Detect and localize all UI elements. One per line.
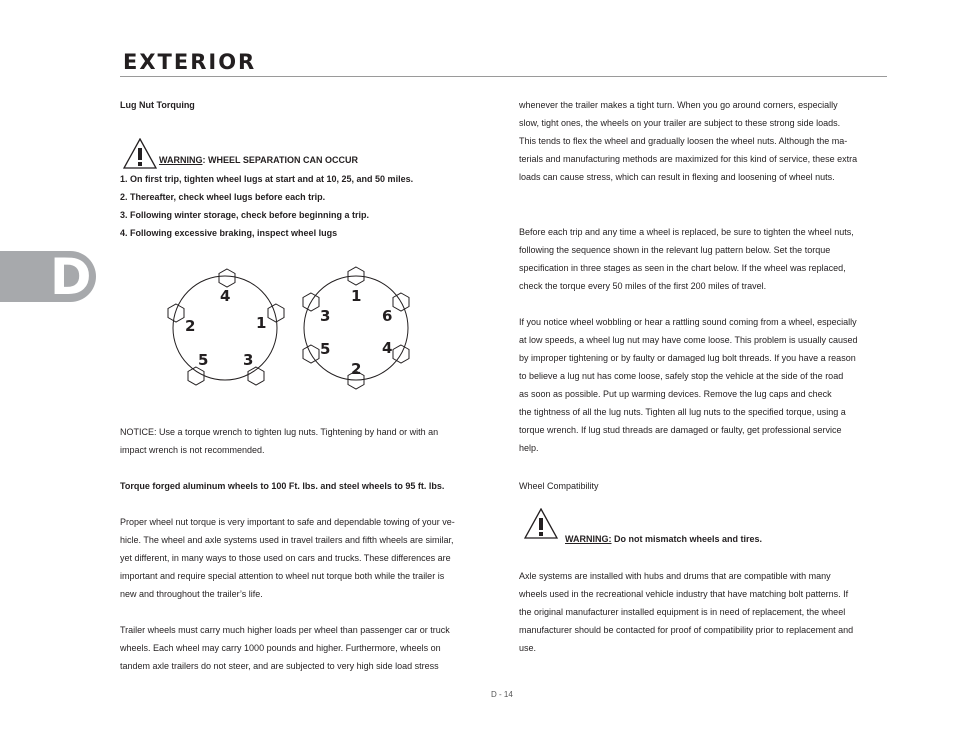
list-item: 3. Following winter storage, check before beginning a trip. [120,210,370,220]
paragraph-line: wheels used in the recreational vehicle industry that have matching bolt patterns. If [519,589,849,599]
paragraph-line: Proper wheel nut torque is very important to safe and dependable towing of your ve- [120,517,455,527]
paragraph-line: hicle. The wheel and axle systems used in travel trailers and fifth wheels are similar, [120,535,454,545]
section-tab-letter: D [50,248,92,306]
lug-number: 1 [351,287,362,305]
paragraph-line: Trailer wheels must carry much higher loads per wheel than passenger car or truck [120,625,450,635]
page-number: D - 14 [491,690,513,699]
list-item: 2. Thereafter, check wheel lugs before each trip. [120,192,326,202]
warning-label: WARNING: [565,534,612,544]
warning-icon [524,508,558,539]
paragraph-line: specification in three stages as seen in the chart below. If the wheel was replaced, [519,263,846,273]
paragraph-line: the tightness of all the lug nuts. Tighten all lug nuts to the specified torque, using a [519,407,846,417]
lug-hex [188,367,204,385]
paragraph-line: as soon as possible. Put up warming devices. Remove the lug caps and check [519,389,832,399]
paragraph-line: Axle systems are installed with hubs and drums that are compatible with many [519,571,831,581]
lug-number: 5 [198,351,209,369]
paragraph-line: manufacturer should be contacted for proof of compatibility prior to replacement and [519,625,854,635]
warning-text: : WHEEL SEPARATION CAN OCCUR [202,155,359,165]
paragraph-line: This tends to flex the wheel and gradually loosen the wheel nuts. Although the ma- [519,136,848,146]
lug-number: 1 [256,314,267,332]
notice-line: impact wrench is not recommended. [120,445,265,455]
lug-number: 2 [351,360,362,378]
paragraph-line: yet different, in many ways to those used on cars and trucks. These differences are [120,553,451,563]
lug-number: 4 [382,339,393,357]
warning-label: WARNING [159,155,203,165]
compat-heading: Wheel Compatibility [519,481,599,491]
list-item: 4. Following excessive braking, inspect wheel lugs [120,228,338,238]
paragraph-line: slow, tight ones, the wheels on your trailer are subject to these strong side loads. [519,118,841,128]
warning-icon [123,138,157,169]
warning-line-2 [565,530,762,548]
lug-hex [168,304,184,322]
paragraph-line: to believe a lug nut has come loose, safely stop the vehicle at the side of the road [519,371,844,381]
torque-spec: Torque forged aluminum wheels to 100 Ft. lbs. and steel wheels to 95 ft. lbs. [120,481,445,491]
paragraph-line: use. [519,643,537,653]
lug-number: 2 [185,317,196,335]
paragraph-line: important and require special attention to wheel nut torque both while the trailer is [120,571,445,581]
paragraph-line: check the torque every 50 miles of the first 200 miles of travel. [519,281,767,291]
lug-number: 4 [220,287,231,305]
paragraph-line: terials and manufacturing methods are maximized for this kind of service, these extra [519,154,858,164]
paragraph-line: wheels. Each wheel may carry 1000 pounds and higher. Furthermore, wheels on [120,643,441,653]
lug-pattern-diagram [150,262,420,392]
paragraph-line: whenever the trailer makes a tight turn. When you go around corners, especially [519,100,838,110]
notice-line: NOTICE: Use a torque wrench to tighten lug nuts. Tightening by hand or with an [120,427,439,437]
paragraph-line: the original manufacturer installed equipment is in need of replacement, the wheel [519,607,846,617]
lug-hex [219,269,235,287]
paragraph-line: tandem axle trailers do not steer, and are subjected to very high side load stress [120,661,439,671]
list-item: 1. On first trip, tighten wheel lugs at start and at 10, 25, and 50 miles. [120,174,414,184]
lug-number: 3 [243,351,254,369]
paragraph-line: new and throughout the trailer’s life. [120,589,263,599]
header-rule [120,76,887,77]
page-title: EXTERIOR [123,50,257,74]
lug-number: 3 [320,307,331,325]
paragraph-line: loads can cause stress, which can result in flexing and loosening of wheel nuts. [519,172,835,182]
paragraph-line: at low speeds, a wheel lug nut may have come loose. This problem is usually caused [519,335,858,345]
lug-number: 6 [382,307,393,325]
paragraph-line: torque wrench. If lug stud threads are damaged or faulty, get professional service [519,425,842,435]
paragraph-line: by improper tightening or by faulty or damaged lug bolt threads. If you have a reason [519,353,856,363]
warning-text: Do not mismatch wheels and tires. [611,534,763,544]
lug-number: 5 [320,340,331,358]
paragraph-line: If you notice wheel wobbling or hear a rattling sound coming from a wheel, especially [519,317,857,327]
lug-nut-heading: Lug Nut Torquing [120,100,195,110]
paragraph-line: following the sequence shown in the relevant lug pattern below. Set the torque [519,245,831,255]
warning-line-1 [159,151,358,169]
paragraph-line: Before each trip and any time a wheel is replaced, be sure to tighten the wheel nuts, [519,227,854,237]
paragraph-line: help. [519,443,539,453]
